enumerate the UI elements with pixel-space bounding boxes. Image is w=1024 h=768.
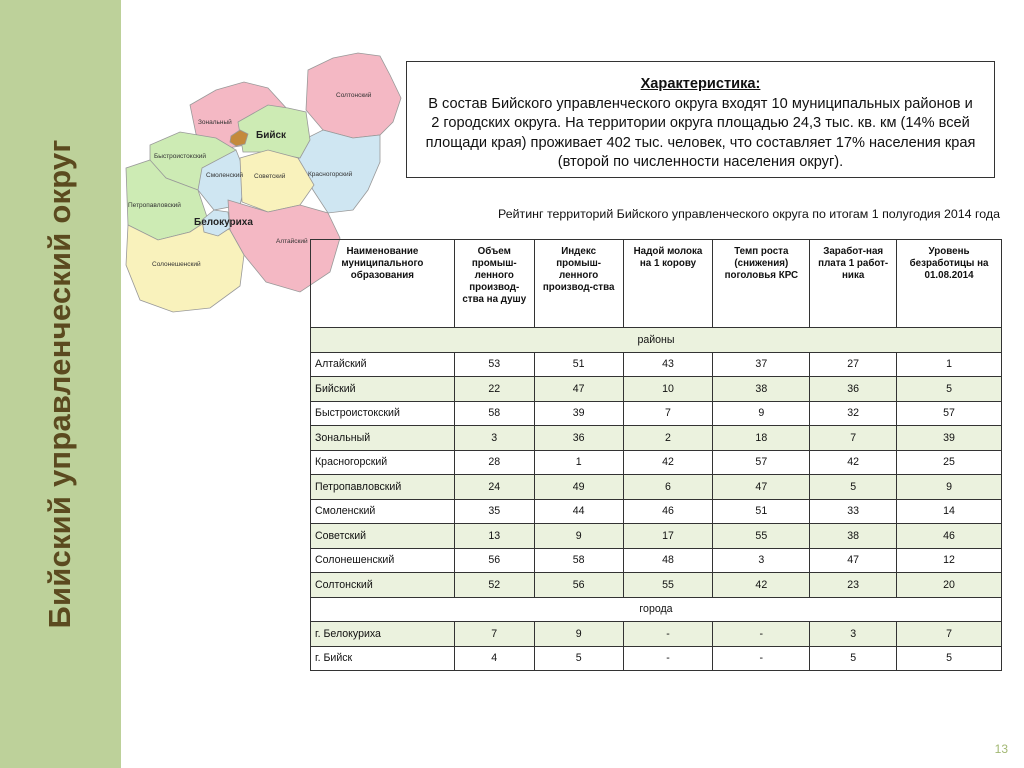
row-value-cell: 1 [897, 352, 1002, 377]
table-row [311, 450, 1002, 475]
section-row-cities [311, 597, 1002, 622]
row-value-cell: 38 [713, 377, 810, 402]
map-label-zonalny: Зональный [198, 119, 232, 126]
characteristics-heading: Характеристика: [640, 76, 761, 92]
map-label-bystroistoksky: Быстроистокский [154, 153, 207, 160]
row-value-cell: 32 [810, 401, 897, 426]
rating-title: Рейтинг территорий Бийского управленческого округа по итогам 1 полугодия 2014 года [498, 207, 1000, 221]
section-label-cities: города [311, 597, 1002, 622]
side-bar [0, 0, 121, 768]
row-value-cell: 5 [534, 646, 623, 671]
row-value-cell: 1 [534, 450, 623, 475]
row-value-cell: 37 [713, 352, 810, 377]
row-value-cell: 57 [897, 401, 1002, 426]
row-name-cell: Быстроистокский [311, 401, 455, 426]
row-name-cell: Зональный [311, 426, 455, 451]
row-value-cell: 47 [810, 548, 897, 573]
characteristics-box [406, 61, 995, 178]
row-name-cell: Красногорский [311, 450, 455, 475]
row-value-cell: 3 [713, 548, 810, 573]
characteristics-text: В состав Бийского управленческого округа входят 10 муниципальных районов и 2 городских округа. На территории округа площадью 24,3 тыс. кв. км (14% всей площади края) проживает 402 тыс. человек, что составляет 17% населения края (второй по численности населения округ). [425, 95, 976, 170]
row-value-cell: 27 [810, 352, 897, 377]
col-header-salary: Заработ-ная плата 1 работ-ника [810, 240, 897, 328]
row-value-cell: 18 [713, 426, 810, 451]
row-value-cell: 25 [897, 450, 1002, 475]
row-value-cell: 9 [534, 524, 623, 549]
row-value-cell: 9 [897, 475, 1002, 500]
map-label-petropavlovsky: Петропавловский [128, 202, 181, 209]
section-row-districts [311, 328, 1002, 353]
row-value-cell: 49 [534, 475, 623, 500]
row-value-cell: 28 [454, 450, 534, 475]
row-value-cell: 42 [810, 450, 897, 475]
col-header-industrial-volume: Объем промыш-ленного производ-ства на душу [454, 240, 534, 328]
map-label-smolensky: Смоленский [206, 172, 243, 179]
table-row [311, 352, 1002, 377]
map-label-altaysky: Алтайский [276, 238, 308, 245]
row-value-cell: 36 [534, 426, 623, 451]
row-value-cell: 22 [454, 377, 534, 402]
row-value-cell: 24 [454, 475, 534, 500]
row-value-cell: 46 [623, 499, 713, 524]
row-value-cell: 14 [897, 499, 1002, 524]
row-value-cell: 12 [897, 548, 1002, 573]
row-value-cell: 36 [810, 377, 897, 402]
table-row [311, 499, 1002, 524]
row-value-cell: 42 [713, 573, 810, 598]
table-row [311, 548, 1002, 573]
row-value-cell: 7 [897, 622, 1002, 647]
col-header-unemployment: Уровень безработицы на 01.08.2014 [897, 240, 1002, 328]
row-value-cell: 10 [623, 377, 713, 402]
map-label-krasnogorsky: Красногорский [308, 171, 353, 178]
row-value-cell: 7 [810, 426, 897, 451]
map-label-soloneshensky: Солонешенский [152, 261, 201, 268]
row-value-cell: 47 [713, 475, 810, 500]
col-header-cattle-growth: Темп роста (снижения) поголовья КРС [713, 240, 810, 328]
row-value-cell: 42 [623, 450, 713, 475]
col-header-industrial-index: Индекс промыш-ленного производ-ства [534, 240, 623, 328]
table-row [311, 622, 1002, 647]
row-value-cell: 4 [454, 646, 534, 671]
row-value-cell: 6 [623, 475, 713, 500]
row-value-cell: 3 [810, 622, 897, 647]
col-header-name: Наименование муниципального образования [311, 240, 455, 328]
rating-table [310, 239, 1002, 671]
row-value-cell: 39 [897, 426, 1002, 451]
row-name-cell: Советский [311, 524, 455, 549]
row-value-cell: 3 [454, 426, 534, 451]
row-value-cell: 13 [454, 524, 534, 549]
map-label-sovetsky: Советский [254, 173, 286, 180]
row-value-cell: 5 [897, 646, 1002, 671]
row-value-cell: 9 [534, 622, 623, 647]
row-value-cell: 43 [623, 352, 713, 377]
row-value-cell: 51 [713, 499, 810, 524]
row-value-cell: 5 [897, 377, 1002, 402]
map-label-soltonsky: Солтонский [336, 92, 372, 99]
row-value-cell: 48 [623, 548, 713, 573]
row-value-cell: - [713, 646, 810, 671]
row-value-cell: 47 [534, 377, 623, 402]
table-row [311, 524, 1002, 549]
row-value-cell: - [623, 622, 713, 647]
row-value-cell: 46 [897, 524, 1002, 549]
row-name-cell: Алтайский [311, 352, 455, 377]
row-value-cell: 9 [713, 401, 810, 426]
table-row [311, 377, 1002, 402]
table-header-row [311, 240, 1002, 328]
row-name-cell: Смоленский [311, 499, 455, 524]
row-value-cell: 53 [454, 352, 534, 377]
row-name-cell: г. Белокуриха [311, 622, 455, 647]
row-value-cell: 35 [454, 499, 534, 524]
row-value-cell: 55 [623, 573, 713, 598]
row-value-cell: - [623, 646, 713, 671]
row-value-cell: 38 [810, 524, 897, 549]
row-value-cell: 56 [454, 548, 534, 573]
row-value-cell: 58 [534, 548, 623, 573]
row-value-cell: 39 [534, 401, 623, 426]
page-number: 13 [994, 742, 1008, 756]
row-value-cell: 57 [713, 450, 810, 475]
row-value-cell: 52 [454, 573, 534, 598]
slide-title-vertical: Бийский управленческий округ [42, 139, 77, 629]
row-value-cell: 20 [897, 573, 1002, 598]
row-name-cell: Солонешенский [311, 548, 455, 573]
table-body [311, 328, 1002, 671]
row-value-cell: 33 [810, 499, 897, 524]
row-name-cell: Солтонский [311, 573, 455, 598]
table-row [311, 401, 1002, 426]
row-value-cell: 55 [713, 524, 810, 549]
row-value-cell: 17 [623, 524, 713, 549]
row-value-cell: 7 [454, 622, 534, 647]
table-row [311, 426, 1002, 451]
row-value-cell: 5 [810, 646, 897, 671]
row-value-cell: - [713, 622, 810, 647]
row-value-cell: 51 [534, 352, 623, 377]
row-value-cell: 44 [534, 499, 623, 524]
row-value-cell: 2 [623, 426, 713, 451]
row-name-cell: Петропавловский [311, 475, 455, 500]
row-value-cell: 23 [810, 573, 897, 598]
table-row [311, 475, 1002, 500]
col-header-milk-yield: Надой молока на 1 корову [623, 240, 713, 328]
table-row [311, 573, 1002, 598]
row-value-cell: 5 [810, 475, 897, 500]
map-label-belokurikha: Белокуриха [194, 217, 253, 228]
row-value-cell: 7 [623, 401, 713, 426]
section-label-districts: районы [311, 328, 1002, 353]
row-name-cell: г. Бийск [311, 646, 455, 671]
row-value-cell: 56 [534, 573, 623, 598]
row-value-cell: 58 [454, 401, 534, 426]
row-name-cell: Бийский [311, 377, 455, 402]
map-label-biysk: Бийск [256, 130, 287, 141]
table-row [311, 646, 1002, 671]
